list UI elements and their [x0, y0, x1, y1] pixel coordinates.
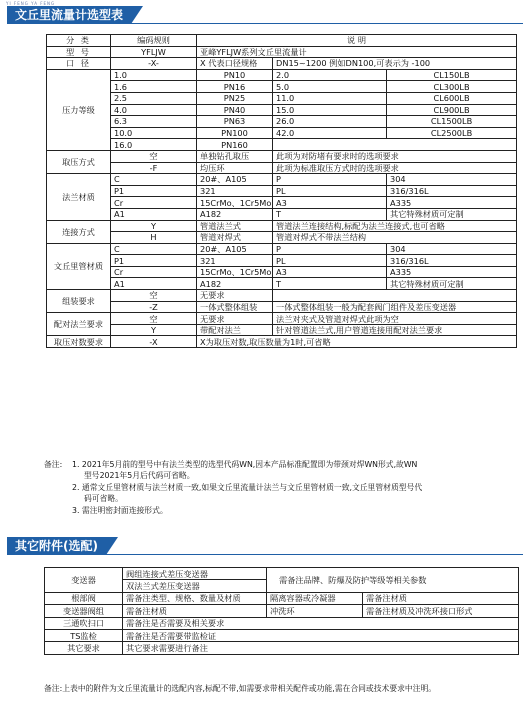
- notes-block: [44, 459, 514, 516]
- taps-count-desc: X为取压对数,取压数量为1时,可省略: [197, 336, 517, 348]
- assembly-type: 无要求: [197, 290, 273, 302]
- table-row: [47, 290, 517, 302]
- material-name-2: 316/316L: [387, 255, 517, 267]
- table-row: [45, 642, 519, 654]
- pressure-pn: PN25: [197, 92, 273, 104]
- table-row: [47, 69, 517, 81]
- connect-desc: 管道对焊式不带法兰结构: [273, 232, 517, 244]
- pressure-label: 压力等级: [47, 69, 111, 150]
- table-row: [47, 139, 517, 151]
- material-name-2: 304: [387, 243, 517, 255]
- pressure-code: 6.3: [111, 116, 197, 128]
- table-row: [47, 278, 517, 290]
- material-code: Cr: [111, 197, 197, 209]
- ts-label: TS监检: [45, 629, 123, 641]
- table-row: [47, 185, 517, 197]
- material-name-2: A335: [387, 197, 517, 209]
- material-name-2: 304: [387, 174, 517, 186]
- pressure-class: CL2500LB: [387, 127, 517, 139]
- section-divider: [7, 23, 523, 24]
- table-row: [47, 197, 517, 209]
- model-desc: 亚峰YFLJW系列文丘里流量计: [197, 46, 517, 58]
- table-row: [47, 58, 517, 70]
- table-row: [47, 116, 517, 128]
- table-row: [45, 617, 519, 629]
- model-code: YFLJW: [111, 46, 197, 58]
- pressure-code: 10.0: [111, 127, 197, 139]
- material-name: 15CrMo、1Cr5Mo: [197, 197, 273, 209]
- accessories-table: [44, 567, 519, 655]
- connect-code: H: [111, 232, 197, 244]
- material-code: A1: [111, 208, 197, 220]
- flange-material-label: 法兰材质: [47, 174, 111, 220]
- tap-label: 取压方式: [47, 150, 111, 173]
- tap-desc: 此项为标准取压方式时的选项要求: [273, 162, 517, 174]
- material-name: 20#、A105: [197, 243, 273, 255]
- material-code-2: P: [273, 243, 387, 255]
- three-way-desc: 需备注是否需要及相关要求: [123, 617, 519, 629]
- material-name-2: A335: [387, 266, 517, 278]
- pressure-pn: PN160: [197, 139, 273, 151]
- note-line: 码可省略。: [84, 494, 123, 504]
- table-row: [45, 629, 519, 641]
- header-code: 编码规则: [111, 35, 197, 47]
- other-label: 其它要求: [45, 642, 123, 654]
- pressure-pn: PN100: [197, 127, 273, 139]
- ts-desc: 需备注是否需要带监检证: [123, 629, 519, 641]
- material-name: 15CrMo、1Cr5Mo: [197, 266, 273, 278]
- material-name-2: 316/316L: [387, 185, 517, 197]
- manifold-label: 变送器阀组: [45, 605, 123, 617]
- note-line: 型号2021年5月后代码可省略。: [84, 471, 195, 481]
- tap-code: 空: [111, 150, 197, 162]
- table-row: [47, 324, 517, 336]
- mating-type: 无要求: [197, 313, 273, 325]
- material-code-2: PL: [273, 255, 387, 267]
- root-valve-desc: 需备注类型、规格、数量及材质: [123, 592, 267, 604]
- pressure-code-2: 11.0: [273, 92, 387, 104]
- table-row: [47, 46, 517, 58]
- material-code: P1: [111, 185, 197, 197]
- pressure-pn: PN63: [197, 116, 273, 128]
- transmitter-label: 变送器: [45, 568, 123, 593]
- material-name-2: 其它特殊材质可定制: [387, 278, 517, 290]
- assembly-code: 空: [111, 290, 197, 302]
- material-code-2: PL: [273, 185, 387, 197]
- pressure-code-2: 15.0: [273, 104, 387, 116]
- table-row: [45, 592, 519, 604]
- isolator-desc: 需备注材质: [363, 592, 519, 604]
- table-row: [47, 174, 517, 186]
- flush-ring-desc: 需备注材质及冲洗环接口形式: [363, 605, 519, 617]
- material-code-2: T: [273, 208, 387, 220]
- material-name: 321: [197, 185, 273, 197]
- table-row: [47, 313, 517, 325]
- mating-code: Y: [111, 324, 197, 336]
- connect-code: Y: [111, 220, 197, 232]
- table-row: [47, 266, 517, 278]
- connect-type: 管道对焊式: [197, 232, 273, 244]
- tube-material-label: 文丘里管材质: [47, 243, 111, 289]
- transmitter-desc: 需备注品牌、防爆及防护等级等相关参数: [267, 568, 519, 593]
- connect-label: 连接方式: [47, 220, 111, 243]
- material-code-2: A3: [273, 197, 387, 209]
- bore-desc: X 代表口径规格: [197, 58, 273, 70]
- material-name-2: 其它特殊材质可定制: [387, 208, 517, 220]
- material-code-2: A3: [273, 266, 387, 278]
- pressure-class: CL150LB: [387, 69, 517, 81]
- note-line: 3. 需注明密封面连接形式。: [72, 505, 168, 515]
- pressure-code-2: 2.0: [273, 69, 387, 81]
- pressure-class: CL1500LB: [387, 116, 517, 128]
- selection-table: [46, 34, 517, 348]
- section-divider: [7, 554, 523, 555]
- tap-type: 单独钻孔取压: [197, 150, 273, 162]
- table-row: [47, 255, 517, 267]
- table-row: [47, 162, 517, 174]
- note-line: 2. 通常文丘里管材质与法兰材质一致,如果文丘里流量计法兰与文丘里管材质一致,文丘里管材质型号代: [72, 482, 423, 492]
- bore-code: -X-: [111, 58, 197, 70]
- connect-type: 管道法兰式: [197, 220, 273, 232]
- pressure-code: 1.0: [111, 69, 197, 81]
- section-title-selection: 文丘里流量计选型表: [7, 6, 131, 24]
- table-row: [47, 208, 517, 220]
- tap-desc: 此项为对防堵有要求时的选项要求: [273, 150, 517, 162]
- pressure-code-2: 26.0: [273, 116, 387, 128]
- bore-label: 口 径: [47, 58, 111, 70]
- assembly-type: 一体式整体组装: [197, 301, 273, 313]
- header-desc: 说 明: [197, 35, 517, 47]
- mating-code: 空: [111, 313, 197, 325]
- table-row: [47, 243, 517, 255]
- material-name: 20#、A105: [197, 174, 273, 186]
- bore-range: DN15~1200 例如DN100,可表示为 -100: [273, 58, 517, 70]
- table-row: [47, 150, 517, 162]
- table-row: [47, 81, 517, 93]
- material-code: P1: [111, 255, 197, 267]
- assembly-desc: [273, 290, 517, 302]
- pressure-code: 2.5: [111, 92, 197, 104]
- other-desc: 其它要求需要进行备注: [123, 642, 519, 654]
- material-code-2: P: [273, 174, 387, 186]
- isolator-label: 隔离容器或冷凝器: [267, 592, 363, 604]
- pressure-pn: PN40: [197, 104, 273, 116]
- pressure-class: CL900LB: [387, 104, 517, 116]
- assembly-label: 组装要求: [47, 290, 111, 313]
- section-title-accessories: 其它附件(选配): [7, 537, 106, 555]
- header-category: 分 类: [47, 35, 111, 47]
- table-row: [47, 127, 517, 139]
- pressure-code: 4.0: [111, 104, 197, 116]
- table-row: [45, 605, 519, 617]
- model-label: 型 号: [47, 46, 111, 58]
- table-row: [47, 301, 517, 313]
- assembly-code: -Z: [111, 301, 197, 313]
- empty-cell: [273, 139, 517, 151]
- table-row: [47, 220, 517, 232]
- tap-code: -F: [111, 162, 197, 174]
- material-code: C: [111, 174, 197, 186]
- root-valve-label: 根部阀: [45, 592, 123, 604]
- table-row: [47, 35, 517, 47]
- material-code-2: T: [273, 278, 387, 290]
- material-code: C: [111, 243, 197, 255]
- transmitter-type-2: 双法兰式差压变送器: [123, 580, 267, 592]
- taps-count-code: -X: [111, 336, 197, 348]
- tap-type: 均压环: [197, 162, 273, 174]
- assembly-desc: 一体式整体组装一般为配套阀门组件及差压变送器: [273, 301, 517, 313]
- connect-desc: 管道法兰连接结构,标配为法兰连接式,也可省略: [273, 220, 517, 232]
- table-row: [47, 92, 517, 104]
- notes-label: 备注:: [44, 460, 63, 469]
- pressure-code: 1.6: [111, 81, 197, 93]
- pressure-code-2: 42.0: [273, 127, 387, 139]
- table-row: [45, 568, 519, 580]
- pressure-class: CL600LB: [387, 92, 517, 104]
- mating-desc: 针对管道法兰式,用户管道连接用配对法兰要求: [273, 324, 517, 336]
- material-code: A1: [111, 278, 197, 290]
- three-way-label: 三通吹扫口: [45, 617, 123, 629]
- footnote: 备注:上表中的附件为文丘里流量计的选配内容,标配不带,如需要求带相关配件或功能,需在合同或技术要求中注明。: [44, 684, 437, 693]
- mating-type: 带配对法兰: [197, 324, 273, 336]
- taps-count-label: 取压对数要求: [47, 336, 111, 348]
- brand-caption: YI FENG YA FENG: [6, 1, 56, 6]
- table-row: [47, 232, 517, 244]
- transmitter-type-1: 阀组连接式差压变送器: [123, 568, 267, 580]
- pressure-code-2: 5.0: [273, 81, 387, 93]
- material-name: A182: [197, 208, 273, 220]
- material-name: A182: [197, 278, 273, 290]
- pressure-pn: PN16: [197, 81, 273, 93]
- flush-ring-label: 冲洗环: [267, 605, 363, 617]
- mating-desc: 法兰对夹式及管道对焊式此项为空: [273, 313, 517, 325]
- table-row: [47, 104, 517, 116]
- table-row: [47, 336, 517, 348]
- material-name: 321: [197, 255, 273, 267]
- pressure-code: 16.0: [111, 139, 197, 151]
- pressure-pn: PN10: [197, 69, 273, 81]
- material-code: Cr: [111, 266, 197, 278]
- mating-flange-label: 配对法兰要求: [47, 313, 111, 336]
- note-line: 1. 2021年5月前的型号中有法兰类型的选型代码WN,因本产品标准配置即为带颈对焊WN形式,故WN: [72, 460, 418, 469]
- manifold-desc: 需备注材质: [123, 605, 267, 617]
- pressure-class: CL300LB: [387, 81, 517, 93]
